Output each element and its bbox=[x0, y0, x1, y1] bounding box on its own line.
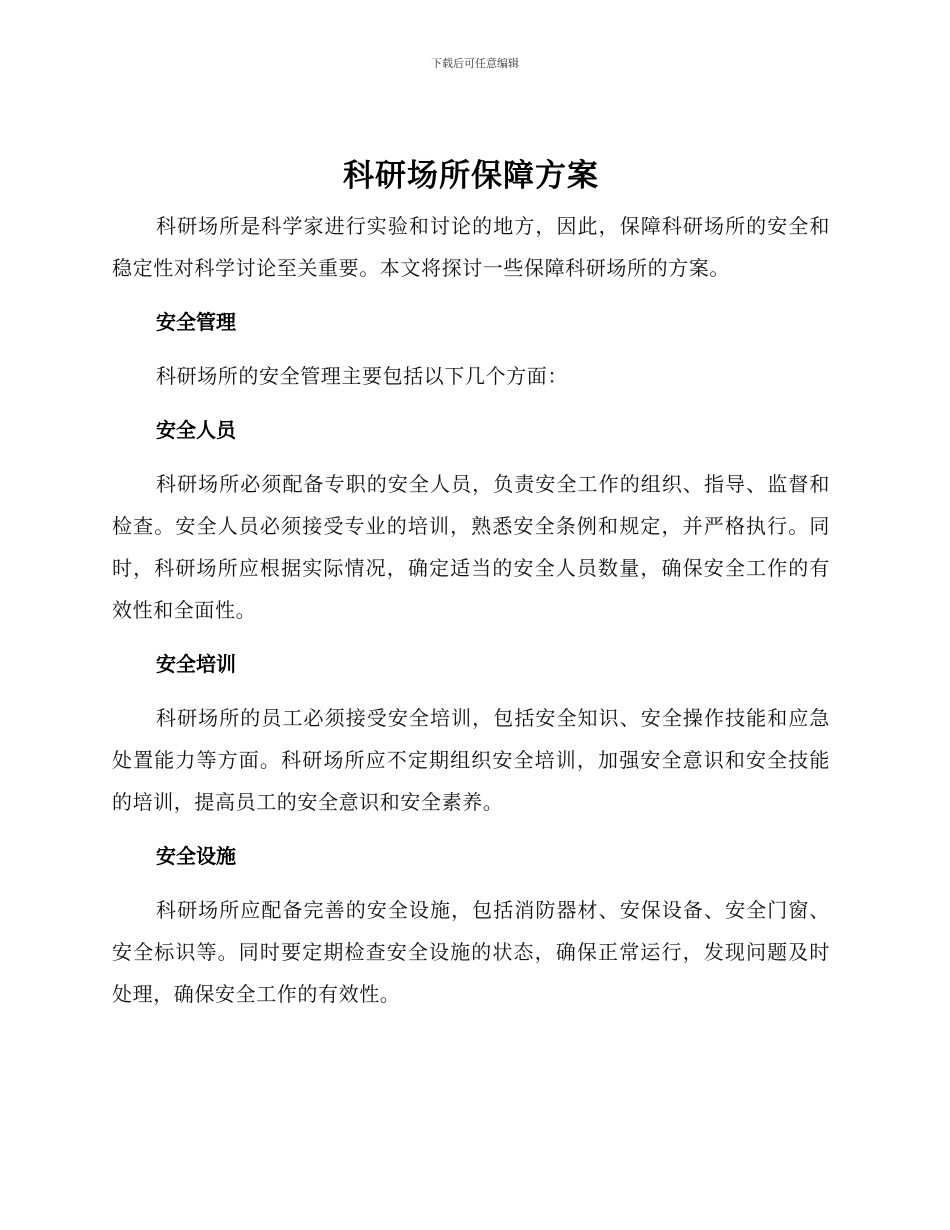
section-heading-safety-facilities: 安全设施 bbox=[156, 844, 236, 868]
section-paragraph-safety-facilities: 科研场所应配备完善的安全设施，包括消防器材、安保设备、安全门窗、安全标识等。同时要定期检查安全设施的状态，确保正常运行，发现问题及时处理，确保安全工作的有效性。 bbox=[112, 898, 830, 1006]
section-paragraph-safety-personnel: 科研场所必须配备专职的安全人员，负责安全工作的组织、指导、监督和检查。安全人员必须接受专业的培训，熟悉安全条例和规定，并严格执行。同时，科研场所应根据实际情况，确定适当的安全人员数量，确保安全工作的有效性和全面性。 bbox=[112, 472, 830, 622]
document-body bbox=[112, 150, 830, 1015]
intro-paragraph: 科研场所是科学家进行实验和讨论的地方，因此，保障科研场所的安全和稳定性对科学讨论至关重要。本文将探讨一些保障科研场所的方案。 bbox=[112, 214, 830, 280]
section-paragraph-safety-training: 科研场所的员工必须接受安全培训，包括安全知识、安全操作技能和应急处置能力等方面。科研场所应不定期组织安全培训，加强安全意识和安全技能的培训，提高员工的安全意识和安全素养。 bbox=[112, 706, 830, 814]
section-heading-safety-management: 安全管理 bbox=[156, 310, 236, 334]
section-heading-safety-personnel: 安全人员 bbox=[156, 418, 236, 442]
section-heading-safety-training: 安全培训 bbox=[156, 652, 236, 676]
section-paragraph-safety-management: 科研场所的安全管理主要包括以下几个方面： bbox=[156, 364, 568, 388]
page-header-note: 下载后可任意编辑 bbox=[431, 57, 519, 70]
document-title: 科研场所保障方案 bbox=[343, 158, 599, 194]
